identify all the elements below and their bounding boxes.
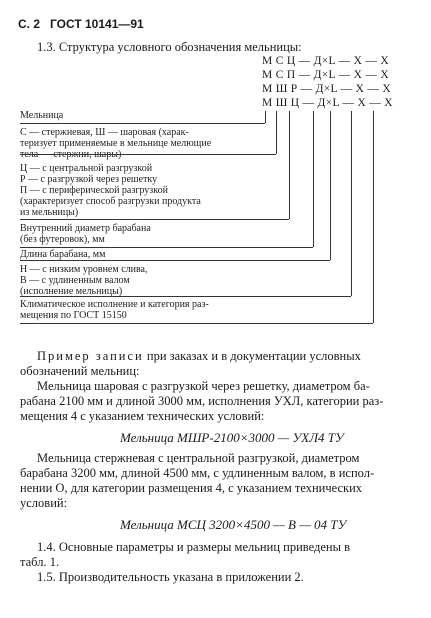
code-line: М С Ц — Д×L — Х — Х: [262, 55, 389, 67]
legend-length: Длина барабана, мм: [20, 249, 106, 260]
example-heading: Пример записи: [37, 349, 144, 363]
paragraph-line: условий:: [20, 496, 68, 510]
legend-climate-line: Климатическое исполнение и категория раз-: [20, 299, 209, 310]
legend-discharge-line: Р — с разгрузкой через решетку: [20, 174, 158, 185]
designation-example-1: Мельница МШР-2100×3000 — УХЛ4 ТУ: [120, 430, 344, 445]
legend-mill: Мельница: [20, 110, 64, 121]
page-number: С. 2: [18, 17, 41, 31]
paragraph-line: Мельница стержневая с центральной разгрузкой, диаметром: [37, 451, 360, 465]
paragraph-line: Мельница шаровая с разгрузкой через решетку, диаметром ба-: [37, 379, 370, 393]
code-line: М Ш Ц — Д×L — Х — Х: [262, 97, 393, 109]
paragraph-line: рабана 2100 мм и длиной 3000 мм, исполнения УХЛ, категории раз-: [20, 394, 384, 408]
legend-climate-line: мещения по ГОСТ 15150: [20, 310, 127, 321]
connector-line: [373, 111, 374, 323]
legend-diameter-line: (без футеровок), мм: [20, 234, 105, 245]
paragraph-line: барабана 3200 мм, длиной 4500 мм, с удлиненным валом, в испол-: [20, 466, 375, 480]
paragraph-line: нении О, для категории размещения 4, с указанием технических: [20, 481, 363, 495]
section-1-4-line: табл. 1.: [20, 555, 60, 569]
connector-line: [276, 111, 277, 154]
legend-discharge-line: Ц — с центральной разгрузкой: [20, 163, 153, 174]
legend-version-line: (исполнение мельницы): [20, 286, 123, 297]
legend-discharge-line: из мельницы): [20, 207, 79, 218]
divider: [20, 154, 276, 155]
divider: [20, 123, 265, 124]
connector-line: [313, 111, 314, 247]
standard-number: ГОСТ 10141—91: [50, 17, 144, 31]
section-1-4-line: 1.4. Основные параметры и размеры мельниц приведены в: [37, 540, 350, 554]
legend-version-line: В — с удлиненным валом: [20, 275, 130, 286]
divider: [20, 247, 313, 248]
divider: [20, 260, 330, 261]
section-1-3-title: 1.3. Структура условного обозначения мельницы:: [37, 40, 302, 54]
connector-line: [351, 111, 352, 296]
legend-type-line: тела — стержни, шары): [20, 149, 122, 160]
connector-line: [265, 111, 266, 123]
section-1-5: 1.5. Производительность указана в приложении 2.: [37, 570, 304, 584]
paragraph-line: мещения 4 с указанием технических условий:: [20, 409, 265, 423]
code-line: М Ш Р — Д×L — Х — Х: [262, 83, 391, 95]
example-intro-line: обозначений мельниц:: [20, 364, 140, 378]
legend-type-line: С — стержневая, Ш — шаровая (харак-: [20, 127, 189, 138]
connector-line: [289, 111, 290, 219]
example-intro: [37, 349, 361, 364]
divider: [20, 296, 351, 297]
designation-example-2: Мельница МСЦ 3200×4500 — В — 04 ТУ: [120, 517, 347, 532]
code-line: М С П — Д×L — Х — Х: [262, 69, 389, 81]
legend-diameter-line: Внутренний диаметр барабана: [20, 223, 151, 234]
divider: [20, 323, 373, 324]
example-intro-rest: при заказах и в документации условных: [143, 349, 361, 363]
connector-line: [330, 111, 331, 260]
legend-version-line: Н — с низким уровнем слива,: [20, 264, 148, 275]
legend-discharge-line: (характеризует способ разгрузки продукта: [20, 196, 201, 207]
legend-discharge-line: П — с периферической разгрузкой: [20, 185, 168, 196]
divider: [20, 219, 289, 220]
legend-type-line: теризует применяемые в мельнице мелющие: [20, 138, 212, 149]
